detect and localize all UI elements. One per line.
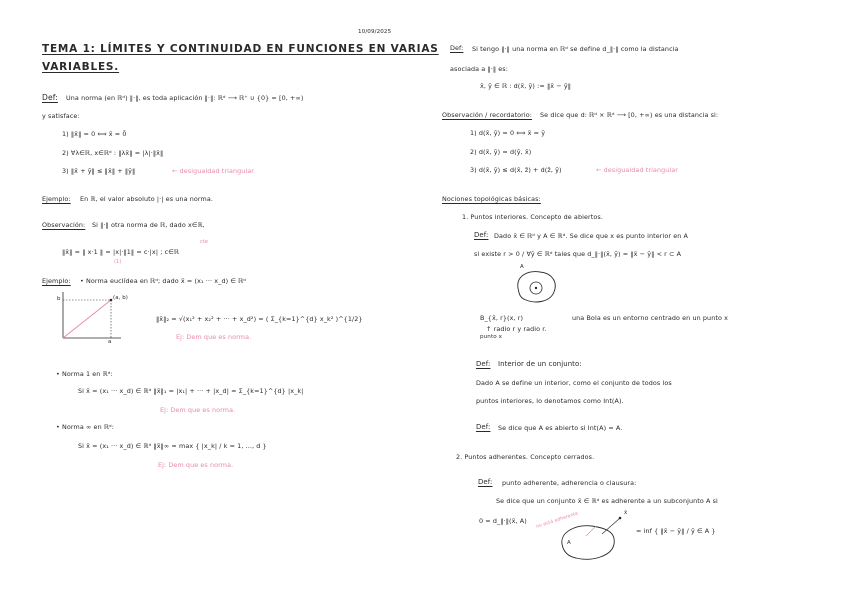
interior-def-text: Dado x̄ ∈ ℝᵈ y A ∈ ℝᵈ. Se dice que x es punto interior en A [494,232,688,240]
date: 10/09/2025 [358,29,392,35]
fig-a-label: a [108,339,112,345]
obs-note-cte: cte [200,239,209,245]
norminf-label: • Norma ∞ en ℝᵈ: [56,423,114,431]
fig1-set-label: A [520,264,524,270]
adherent-def-title: punto adherente, adherencia o clausura: [502,479,637,487]
recordatorio-label: Observación / recordatorio: [442,111,533,119]
ball-formula: B_{x̄, r}(x, r) [480,314,524,322]
euclidean-formula: ‖x̄‖₂ = √(x₁² + x₂² + ··· + x_d²) = ( Σ_{k=1}^{d} x_k² )^{1/2} [156,315,363,323]
norm1-formula: Si x̄ = (x₁ ··· x_d) ∈ ℝᵈ ‖x̄‖₁ = |x₁| + ··· + |x_d| = Σ_{k=1}^{d} |x_k| [78,387,304,395]
norm1-label: • Norma 1 en ℝᵈ: [56,370,113,378]
fig2-set-label: A [567,540,571,546]
norm-property-2: 2) ∀λ∈ℝ, x∈ℝᵈ : ‖λx̄‖ = |λ|·‖x̄‖ [62,149,164,157]
interior-def-text-cont: si existe r > 0 / ∀ȳ ∈ ℝᵈ tales que d_‖·‖(x̄, ȳ) = ‖x̄ − ȳ‖ < r ⊂ A [474,250,682,258]
adherent-formula: 0 = d_‖·‖(x̄, A) [479,517,527,525]
distance-def-text: Si tengo ‖·‖ una norma en ℝᵈ se define d_‖·‖ como la distancia [472,45,679,53]
norm1-note: Ej: Dem que es norma. [160,406,236,414]
section-adherent-points: 2. Puntos adherentes. Concepto cerrados. [456,453,595,461]
interior-point-figure [512,266,562,306]
open-set-def-label: Def: [476,423,491,431]
observation-formula: ‖x̄‖ = ‖ x·1 ‖ = |x|·‖1‖ = c·|x| ; c∈ℝ [62,248,180,256]
interior-set-def-label: Def: [476,360,491,368]
def-text-cont: y satisface: [42,112,80,120]
ball-radius: ↑ radio r y radio r. [486,325,547,333]
fig2-point-label: x̄ [624,510,628,516]
section-heading-topology: Nociones topológicas básicas: [442,195,541,203]
interior-set-def-title: Interior de un conjunto: [498,360,582,368]
fig-b-label: b [57,296,61,302]
interior-set-def-body: Dado A se define un interior, como el conjunto de todos los [476,379,672,387]
distance-property-2: 2) d(x̄, ȳ) = d(ȳ, x̄) [470,148,532,156]
section-interior-points: 1. Puntos interiores. Concepto de abiertos. [462,213,603,221]
recordatorio-text: Se dice que d: ℝᵈ × ℝᵈ ⟶ [0, +∞) es una distancia si: [540,111,719,119]
def-label: Def: [42,93,58,102]
interior-def-label: Def: [474,231,489,239]
example2-label: Ejemplo: [42,277,71,285]
page-title-line2: VARIABLES. [42,61,120,73]
adherent-inf-formula: = inf { ‖x̄ − ȳ‖ / ȳ ∈ A } [636,527,716,535]
ball-center: punto x [480,334,503,340]
norminf-note: Ej: Dem que es norma. [158,461,234,469]
distance-def-formula: x̄, ȳ ∈ ℝ : d(x̄, ȳ) := ‖x̄ − ȳ‖ [480,82,572,90]
distance-def-label: Def: [450,44,464,52]
distance-property-3: 3) d(x̄, ȳ) ≤ d(x̄, z̄) + d(z̄, ȳ) [470,166,562,174]
fig2-note: no está adherente [535,511,579,530]
ball-description: una Bola es un entorno centrado en un punto x [572,314,728,322]
distance-def-text-cont: asociada a ‖·‖ es: [450,65,508,73]
adherent-def-label: Def: [478,478,493,486]
distance-triangular-note: ← desigualdad triangular [596,166,679,174]
triangular-note: ← desigualdad triangular [172,167,255,175]
obs-note-one: (1) [114,259,122,265]
interior-set-def-body-cont: puntos interiores, lo denotamos como Int(A). [476,397,624,405]
example2-text: • Norma euclídea en ℝᵈ; dado x̄ = (x₁ ··· x_d) ∈ ℝᵈ [80,277,246,285]
adherent-def-body: Se dice que un conjunto x̄ ∈ ℝᵈ es adherente a un subconjunto A si [496,497,718,505]
fig-point-label: (a, b) [113,295,128,301]
distance-property-1: 1) d(x̄, ȳ) = 0 ⟺ x̄ = ȳ [470,129,546,137]
example-text: En ℝ, el valor absoluto |·| es una norma. [80,195,213,203]
example-label: Ejemplo: [42,195,71,203]
page-title: TEMA 1: LÍMITES Y CONTINUIDAD EN FUNCIONES EN VARIAS [42,43,439,55]
observation-text: Si ‖·‖ otra norma de ℝ, dado x∈ℝ, [92,221,205,229]
observation-label: Observación: [42,221,86,229]
norm-property-1: 1) ‖x̄‖ = 0 ⟺ x̄ = 0̄ [62,130,127,138]
norm-property-3: 3) ‖x̄ + ȳ‖ ≤ ‖x̄‖ + ‖ȳ‖ [62,167,136,175]
open-set-def-text: Se dice que A es abierto si Int(A) = A. [498,424,623,432]
norminf-formula: Si x̄ = (x₁ ··· x_d) ∈ ℝᵈ ‖x̄‖∞ = max { |x_k| / k = 1, ..., d } [78,442,267,450]
def-text: Una norma (en ℝᵈ) ‖·‖, es toda aplicación ‖·‖: ℝᵈ ⟶ ℝ⁺ ∪ {0} = [0, +∞) [66,94,304,102]
euclidean-note: Ej: Dem que es norma. [176,333,252,341]
